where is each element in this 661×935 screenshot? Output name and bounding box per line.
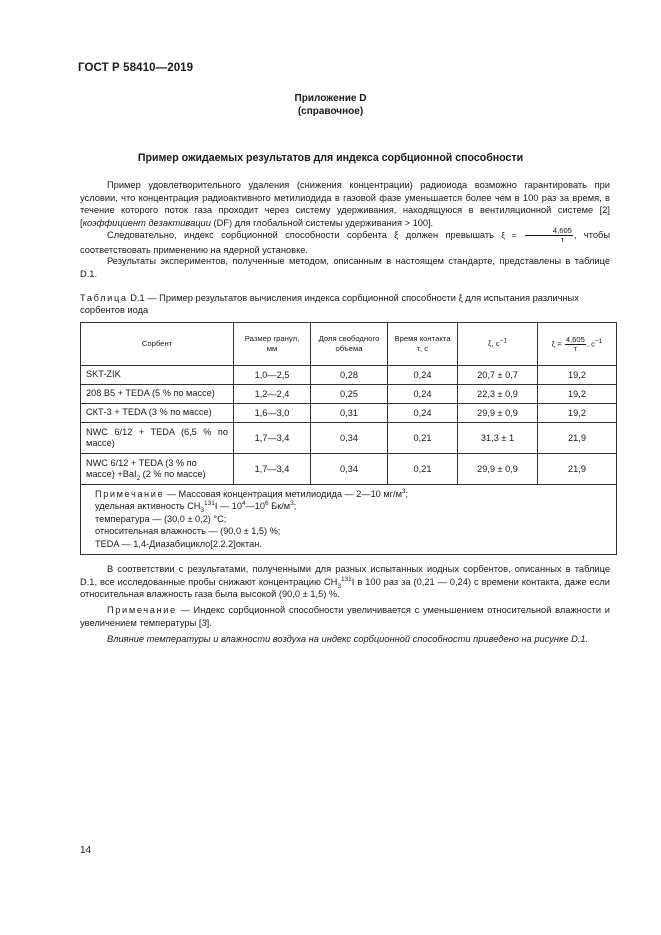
header-fraction: Доля свободного объема	[311, 323, 388, 366]
appendix-subtitle: (справочное)	[297, 106, 364, 117]
paragraph-conclusion: В соответствии с результатами, полученными для разных испытанных иодных сорбентов, описанных в таблице D.1, все исследованные пробы снижают концентрацию $CH_3^{131}I$ в 100 раз за (0,21 — 0,24) с времени контакта, даже если относительная влажность газа была высокой (90,0 ± 1,5) %.	[80, 564, 610, 600]
paragraph-results: Результаты экспериментов, полученные методом, описанным в настоящем стандарте, представлены в таблице D.1.	[80, 256, 610, 279]
header-sorbent: Сорбент	[81, 323, 234, 366]
table-note-row	[81, 485, 617, 555]
formula-xi: ξ = $\frac{4,605}{\tau}$	[501, 226, 572, 244]
header-xi: ξ, $с^{-1}$	[458, 323, 538, 366]
header-xi-formula: ξ = $\frac{4,605}{\tau}$ , $с^{-1}$	[538, 323, 617, 366]
paragraph-note: Примечание — Индекс сорбционной способности увеличивается с уменьшением относительной влажности и увеличением температуры [3].	[80, 605, 610, 628]
paragraph-intro: Пример удовлетворительного удаления (снижения концентрации) радиоиода возможно гарантировать при условии, что концентрация радиоактивного метилиодида в газовой фазе уменьшается более чем в 100 раз за время, в течение которого поток газа проходит через систему удерживания, находящуюся в вентиляционной системе [2] [коэффициент дезактивации (DF) для глобальной системы удерживания > 100].	[80, 180, 610, 228]
table-row: NWC 6/12 + TEDA (3 % по массе) +BaI$_2$ (2 % по массе) 1,7—3,4 0,34 0,21 29,9 ± 0,9 21,9	[81, 454, 617, 485]
paragraph-figure-ref: Влияние температуры и влажности воздуха на индекс сорбционной способности приведено на рисунке D.1.	[107, 634, 589, 644]
table-caption: Таблица D.1 — Пример результатов вычисления индекса сорбционной способности ξ для испытания различных сорбентов иода	[80, 293, 579, 316]
page-number: 14	[80, 845, 92, 856]
table-row: NWC 6/12 + TEDA (6,5 % по массе) 1,7—3,4 0,34 0,21 31,3 ± 1 21,9	[81, 423, 617, 454]
table-header-row	[81, 323, 617, 366]
section-title: Пример ожидаемых результатов для индекса сорбционной способности	[137, 152, 524, 164]
table-row: SKT-ZIK 1,0—2,5 0,28 0,24 20,7 ± 0,7 19,2	[81, 366, 617, 385]
header-time: Время контакта τ, с	[388, 323, 458, 366]
table-note: Примечание — Массовая концентрация метилиодида — 2—10 $мг/м^3$; удельная активность $CH_3^{131}I$ — $10^4—10^6$ $Бк/м^3$; температура — (30,0 ± 0,2) °С; относительная влажность — (90,0 ± 1,5) %; TEDA — 1,4-Диазабицикло[2.2.2]октан.	[81, 485, 617, 555]
paragraph-formula: Следовательно, индекс сорбционной способности сорбента ξ должен превышать ξ = $\frac{4,605}{\tau}$ , чтобы соответствовать применению на ядерной установке.	[80, 226, 610, 255]
appendix-title: Приложение D	[294, 93, 367, 104]
table-row: 208 B5 + TEDA (5 % по массе) 1,2—2,4 0,25 0,24 22,3 ± 0,9 19,2	[81, 385, 617, 404]
table-row: СКТ-3 + TEDA (3 % по массе) 1,6—3,0 0,31 0,24 29,9 ± 0,9 19,2	[81, 404, 617, 423]
results-table	[80, 322, 617, 555]
document-header-id: ГОСТ Р 58410—2019	[78, 62, 194, 74]
header-size: Размер гранул, мм	[234, 323, 311, 366]
